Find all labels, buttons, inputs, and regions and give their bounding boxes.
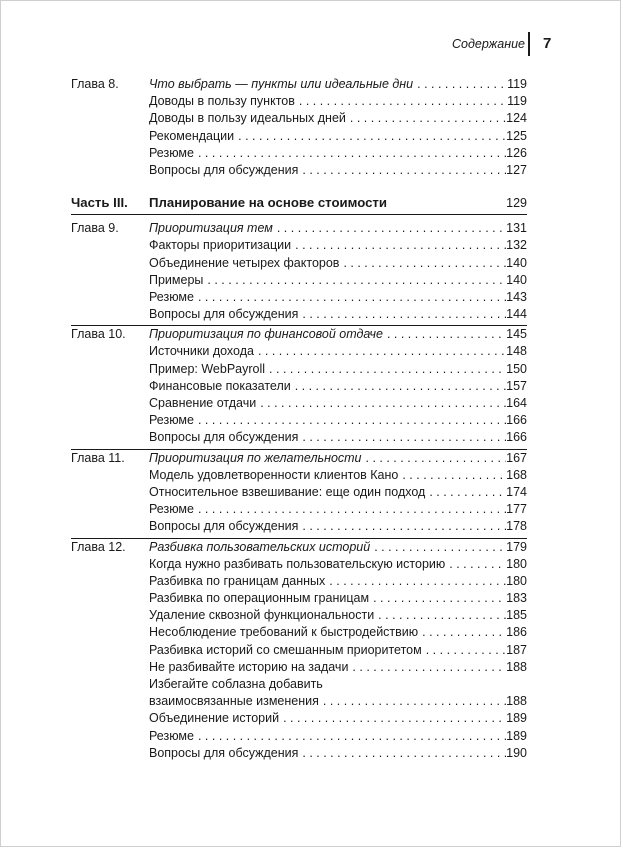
page-ref: 177 <box>506 502 527 517</box>
page-ref: 180 <box>506 556 527 571</box>
toc-section-wrapped-line1[interactable]: Избегайте соблазна добавить <box>149 677 323 691</box>
page-ref: 119 <box>507 94 527 109</box>
section-title: Объединение историй <box>149 711 280 726</box>
toc-section[interactable] <box>71 289 527 306</box>
toc-section[interactable] <box>71 162 527 179</box>
section-title: Факторы приоритизации <box>149 238 292 253</box>
toc-section[interactable] <box>71 590 527 607</box>
toc-section[interactable] <box>71 501 527 518</box>
section-title: Вопросы для обсуждения <box>149 430 299 445</box>
toc-section[interactable] <box>71 693 527 710</box>
part-title: Планирование на основе стоимости <box>149 195 387 211</box>
toc-section[interactable] <box>71 573 527 590</box>
page-ref: 188 <box>506 659 527 674</box>
page-ref: 178 <box>506 519 527 534</box>
page-ref: 189 <box>506 728 527 743</box>
section-title: Сравнение отдачи <box>149 396 257 410</box>
page-ref: 189 <box>506 711 527 726</box>
toc-chapter-9[interactable] <box>71 220 527 237</box>
toc-chapter-8[interactable] <box>71 76 527 93</box>
page-ref: 179 <box>506 539 527 554</box>
section-title: Резюме <box>149 502 194 517</box>
toc-section[interactable] <box>71 429 527 446</box>
section-title: Когда нужно разбивать пользовательскую историю <box>149 556 446 571</box>
toc-chapter-10[interactable] <box>71 326 527 343</box>
toc-section[interactable] <box>71 467 527 484</box>
section-title: Резюме <box>149 289 194 304</box>
page-ref: 143 <box>506 289 527 304</box>
toc-section[interactable] <box>71 272 527 289</box>
section-title: Модель удовлетворенности клиентов Кано <box>149 467 399 482</box>
toc-section[interactable] <box>71 624 527 641</box>
page-ref: 144 <box>506 307 527 322</box>
page-ref: 180 <box>506 573 527 588</box>
toc-section[interactable] <box>71 237 527 254</box>
section-title: Разбивка историй со смешанным приоритетом <box>149 642 422 657</box>
section-title: Объединение четырех факторов <box>149 255 340 270</box>
section-title: Вопросы для обсуждения <box>149 519 299 534</box>
section-title: Несоблюдение требований к быстродействию <box>149 625 419 640</box>
page-ref: 183 <box>506 591 527 606</box>
page-ref: 167 <box>506 450 527 465</box>
toc-section[interactable] <box>71 518 527 535</box>
chapter-label: Глава 8. <box>71 77 119 91</box>
page-ref: 190 <box>506 745 527 760</box>
page-ref: 188 <box>506 694 527 709</box>
page-ref: 174 <box>506 484 527 499</box>
page-ref: 185 <box>506 608 527 623</box>
chapter-title: Разбивка пользовательских историй <box>149 539 371 554</box>
page-ref: 186 <box>506 625 527 640</box>
section-title: Резюме <box>149 145 194 160</box>
page-ref: 168 <box>506 467 527 482</box>
chapter-title: Приоритизация тем <box>149 221 273 236</box>
chapter-title: Что выбрать — пункты или идеальные дни <box>149 77 414 91</box>
section-title: взаимосвязанные изменения <box>149 694 319 709</box>
section-title: Вопросы для обсуждения <box>149 307 299 322</box>
chapter-label: Глава 9. <box>71 221 119 236</box>
page-ref: 145 <box>506 327 527 342</box>
toc-section[interactable] <box>71 378 527 395</box>
section-title: Разбивка по границам данных <box>149 573 326 588</box>
toc-section[interactable] <box>71 484 527 501</box>
page-number: 7 <box>543 35 552 52</box>
section-title: Источники дохода <box>149 344 254 359</box>
chapter-title: Приоритизация по финансовой отдаче <box>149 327 383 342</box>
page-ref: 129 <box>506 196 527 211</box>
section-title: Резюме <box>149 413 194 428</box>
page-ref: 157 <box>506 378 527 393</box>
section-title: Относительное взвешивание: еще один подход <box>149 484 426 499</box>
toc-section[interactable] <box>71 128 527 145</box>
section-title: Примеры <box>149 272 204 287</box>
page-ref: 126 <box>506 145 527 160</box>
page-ref: 140 <box>506 255 527 270</box>
toc-section[interactable] <box>71 745 527 762</box>
chapter-label: Глава 10. <box>71 327 126 342</box>
section-title: Вопросы для обсуждения <box>149 162 299 177</box>
section-title: Рекомендации <box>149 128 235 143</box>
toc-section[interactable] <box>71 607 527 624</box>
chapter-label: Глава 12. <box>71 539 126 554</box>
part-divider <box>71 214 527 215</box>
section-title: Доводы в пользу пунктов <box>149 94 295 109</box>
section-title: Пример: WebPayroll <box>149 361 266 376</box>
running-head-title: Содержание <box>452 37 525 51</box>
page-ref: 131 <box>506 221 527 236</box>
page-ref: 148 <box>506 344 527 359</box>
toc-chapter-12[interactable] <box>71 539 527 556</box>
section-title: Разбивка по операционным границам <box>149 591 370 606</box>
header-divider <box>528 32 530 56</box>
page-ref: 127 <box>506 162 527 177</box>
table-of-contents <box>71 76 527 762</box>
page-ref: 124 <box>506 111 527 126</box>
toc-section[interactable] <box>71 728 527 745</box>
chapter-label: Глава 11. <box>71 450 125 465</box>
toc-section[interactable] <box>71 145 527 162</box>
toc-section[interactable] <box>71 710 527 727</box>
toc-chapter-11[interactable] <box>71 450 527 467</box>
page-ref: 187 <box>506 642 527 657</box>
chapter-title: Приоритизация по желательности <box>149 450 362 465</box>
page-ref: 166 <box>506 430 527 445</box>
page-ref: 132 <box>506 238 527 253</box>
toc-section[interactable] <box>71 306 527 323</box>
section-title: Удаление сквозной функциональности <box>149 608 375 623</box>
toc-section[interactable] <box>71 412 527 429</box>
section-title: Резюме <box>149 728 194 743</box>
toc-section[interactable] <box>71 93 527 110</box>
section-title: Вопросы для обсуждения <box>149 745 299 760</box>
toc-section[interactable] <box>71 361 527 378</box>
toc-part-3[interactable] <box>71 192 527 214</box>
page-ref: 125 <box>506 128 527 143</box>
page-ref: 164 <box>506 396 527 410</box>
section-title: Финансовые показатели <box>149 378 291 393</box>
toc-section[interactable] <box>71 255 527 272</box>
toc-section[interactable] <box>71 110 527 127</box>
part-label: Часть III. <box>71 195 128 211</box>
toc-section[interactable] <box>71 556 527 573</box>
section-title: Не разбивайте историю на задачи <box>149 659 349 674</box>
section-title: Доводы в пользу идеальных дней <box>149 111 346 126</box>
page-ref: 166 <box>506 413 527 428</box>
page-ref: 119 <box>507 77 527 91</box>
toc-section[interactable] <box>71 395 527 412</box>
page-ref: 140 <box>506 272 527 287</box>
toc-section[interactable] <box>71 659 527 676</box>
page-ref: 150 <box>506 361 527 376</box>
toc-section[interactable] <box>71 343 527 360</box>
toc-section[interactable] <box>71 642 527 659</box>
